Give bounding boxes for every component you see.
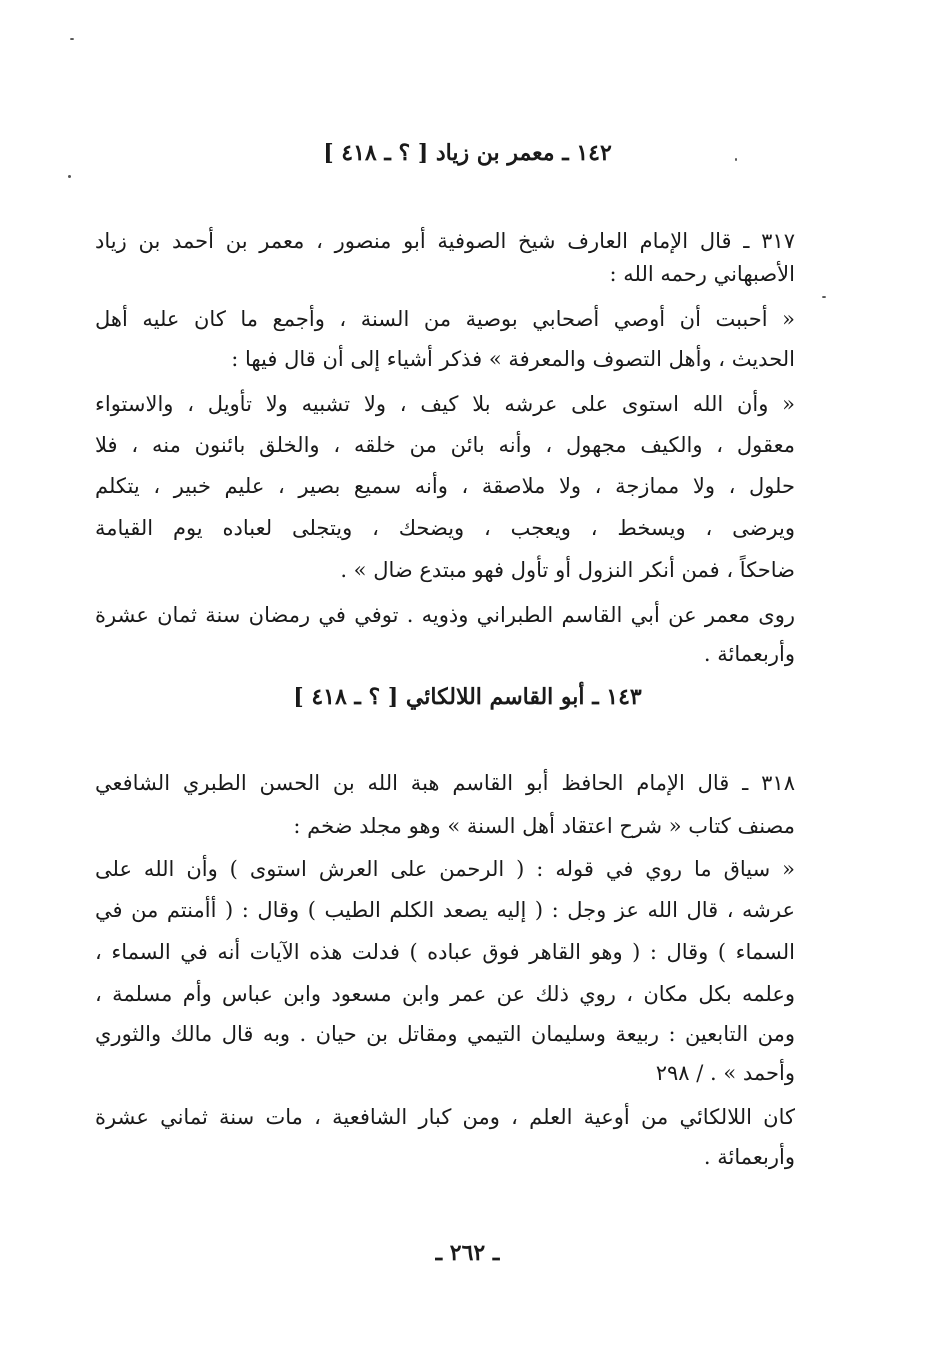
text-line: الحديث ، وأهل التصوف والمعرفة » فذكر أشياء إلى أن قال فيها : bbox=[231, 347, 795, 371]
section-heading: ١٤٣ ـ أبو القاسم اللالكائي [ ؟ ـ ٤١٨ ] bbox=[293, 684, 642, 710]
text-line: روى معمر عن أبي القاسم الطبراني وذويه . توفي في رمضان سنة ثمان عشرة bbox=[95, 603, 795, 627]
text-line: ٣١٨ ـ قال الإمام الحافظ أبو القاسم هبة الله بن الحسن الطبري الشافعي bbox=[95, 771, 795, 795]
text-line: ٣١٧ ـ قال الإمام العارف شيخ الصوفية أبو منصور ، معمر بن أحمد بن زياد bbox=[95, 229, 795, 253]
text-line: السماء ) وقال : ( وهو القاهر فوق عباده ) فدلت هذه الآيات أنه في السماء ، bbox=[95, 940, 795, 964]
text-line: وأحمد » . / ٢٩٨ bbox=[655, 1061, 795, 1085]
text-line: وأربعمائة . bbox=[703, 642, 795, 666]
text-line: مصنف كتاب « شرح اعتقاد أهل السنة » وهو مجلد ضخم : bbox=[293, 814, 795, 838]
page-number: ـ ٢٦٢ ـ bbox=[435, 1240, 500, 1266]
text-line: معقول ، والكيف مجهول ، وأنه بائن من خلقه ، والخلق بائنون منه ، فلا bbox=[95, 433, 795, 457]
text-line: ضاحكاً ، فمن أنكر النزول أو تأول فهو مبتدع ضال » . bbox=[340, 558, 795, 582]
text-line: « سياق ما روي في قوله : ( الرحمن على العرش استوى ) وأن الله على bbox=[95, 857, 795, 881]
text-line: وعلمه بكل مكان ، روي ذلك عن عمر وابن مسعود وابن عباس وأم مسلمة ، bbox=[95, 982, 795, 1006]
text-line: « أحببت أن أوصي أصحابي بوصية من السنة ، وأجمع ما كان عليه أهل bbox=[95, 307, 795, 331]
text-line: الأصبهاني رحمه الله : bbox=[609, 262, 795, 286]
text-line: « وأن الله استوى على عرشه بلا كيف ، ولا تشبيه ولا تأويل ، والاستواء bbox=[95, 392, 795, 416]
text-line: ومن التابعين : ربيعة وسليمان التيمي ومقاتل بن حيان . وبه قال مالك والثوري bbox=[95, 1022, 795, 1046]
text-line: ويرضى ، ويسخط ، ويعجب ، ويضحك ، ويتجلى لعباده يوم القيامة bbox=[95, 516, 795, 540]
scan-speck bbox=[70, 38, 74, 40]
text-line: كان اللالكائي من أوعية العلم ، ومن كبار الشافعية ، مات سنة ثماني عشرة bbox=[95, 1105, 795, 1129]
section-heading: ١٤٢ ـ معمر بن زياد [ ؟ ـ ٤١٨ ] bbox=[323, 140, 612, 166]
text-line: حلول ، ولا ممازجة ، ولا ملاصقة ، وأنه سميع بصير ، عليم خبير ، يتكلم bbox=[95, 474, 795, 498]
text-line: وأربعمائة . bbox=[703, 1145, 795, 1169]
scan-speck bbox=[822, 296, 826, 298]
scan-speck bbox=[68, 175, 71, 178]
text-line: عرشه ، قال الله عز وجل : ( إليه يصعد الكلم الطيب ) وقال : ( أأمنتم من في bbox=[95, 898, 795, 922]
